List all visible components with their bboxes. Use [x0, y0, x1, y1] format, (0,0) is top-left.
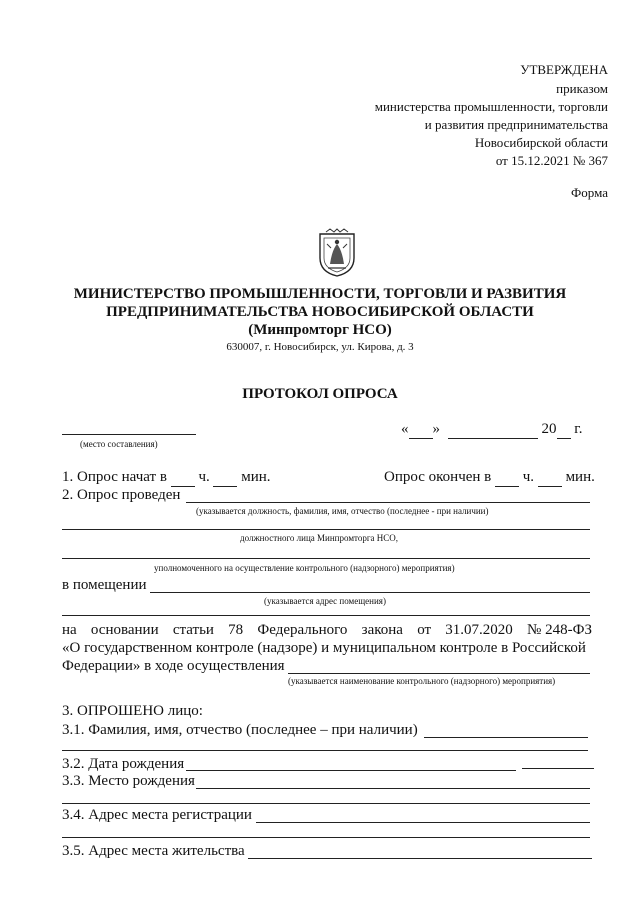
org-name-line-1: МИНИСТЕРСТВО ПРОМЫШЛЕННОСТИ, ТОРГОВЛИ И РАЗВИТИЯ: [73, 286, 567, 302]
year-blank[interactable]: [557, 421, 571, 439]
premises-label: в помещении: [62, 577, 147, 593]
conducted-line-3[interactable]: [62, 558, 590, 559]
person-heading: 3. ОПРОШЕНО лицо:: [62, 703, 203, 719]
basis-word: Федерального: [257, 622, 348, 638]
survey-end: [384, 469, 595, 487]
conducted-caption-1: (указывается должность, фамилия, имя, отчество (последнее - при наличии): [196, 506, 489, 516]
start-hour-unit: ч.: [198, 469, 210, 485]
birth-place-line-2[interactable]: [62, 803, 590, 804]
end-minute-unit: мин.: [565, 469, 595, 485]
live-address-label: 3.5. Адрес места жительства: [62, 843, 245, 859]
live-address-line[interactable]: [248, 858, 592, 859]
month-blank[interactable]: [448, 421, 538, 439]
org-short-name: (Минпромторг НСО): [248, 322, 392, 338]
reg-address-line[interactable]: [256, 822, 590, 823]
end-hour-blank[interactable]: [495, 469, 519, 487]
start-minute-blank[interactable]: [213, 469, 237, 487]
fio-line-1[interactable]: [424, 737, 588, 738]
conducted-caption-2: должностного лица Минпромторга НСО,: [240, 533, 399, 543]
event-name-line[interactable]: [288, 673, 590, 674]
conducted-caption-3: уполномоченного на осуществление контрольного (надзорного) мероприятия): [154, 563, 455, 573]
birth-place-line[interactable]: [196, 788, 590, 789]
basis-word: от: [417, 622, 432, 638]
org-name-line-2: ПРЕДПРИНИМАТЕЛЬСТВА НОВОСИБИРСКОЙ ОБЛАСТИ: [106, 304, 534, 320]
conducted-line-2[interactable]: [62, 529, 590, 530]
premises-line[interactable]: [150, 592, 590, 593]
year-suffix: г.: [574, 421, 583, 437]
birth-date-label: 3.2. Дата рождения: [62, 756, 185, 772]
premises-line-2[interactable]: [62, 615, 590, 616]
birth-date-line-2[interactable]: [522, 768, 594, 769]
date-field: [401, 421, 582, 439]
reg-address-label: 3.4. Адрес места регистрации: [62, 807, 252, 823]
document-title: ПРОТОКОЛ ОПРОСА: [242, 386, 398, 402]
end-hour-unit: ч.: [522, 469, 535, 485]
date-open-quote: «: [401, 421, 409, 437]
approval-line-6: от 15.12.2021 № 367: [495, 153, 608, 168]
approval-line-5: Новосибирской области: [474, 135, 608, 150]
end-minute-blank[interactable]: [538, 469, 562, 487]
survey-start: [62, 469, 271, 487]
premises-caption: (указывается адрес помещения): [264, 596, 386, 606]
start-minute-unit: мин.: [241, 469, 271, 485]
event-name-caption: (указывается наименование контрольного (надзорного) мероприятия): [288, 676, 556, 686]
basis-word: основании: [90, 622, 159, 638]
approval-line-3: министерства промышленности, торговли: [374, 99, 608, 114]
fio-line-2[interactable]: [62, 750, 588, 751]
basis-word: № 248-ФЗ: [527, 622, 592, 638]
day-blank[interactable]: [409, 421, 433, 439]
place-caption: (место составления): [80, 439, 158, 449]
basis-word: закона: [361, 622, 403, 638]
form-label: Форма: [571, 185, 608, 200]
basis-word: 31.07.2020: [445, 622, 513, 638]
basis-word: статьи: [172, 622, 214, 638]
basis-word: на: [62, 622, 77, 638]
conducted-line-1[interactable]: [186, 502, 590, 503]
conducted-label: 2. Опрос проведен: [62, 487, 181, 503]
approval-line-2: приказом: [556, 81, 608, 96]
start-hour-blank[interactable]: [171, 469, 195, 487]
year-prefix: 20: [541, 421, 557, 437]
reg-address-line-2[interactable]: [62, 837, 590, 838]
basis-line-1: [62, 622, 592, 639]
approval-line-4: и развития предпринимательства: [424, 117, 608, 132]
basis-line-2: «О государственном контроле (надзоре) и муниципальном контроле в Российской: [62, 640, 586, 656]
birth-date-line[interactable]: [186, 770, 516, 771]
coat-of-arms-emblem: [316, 228, 358, 278]
fio-label: 3.1. Фамилия, имя, отчество (последнее – при наличии): [62, 722, 418, 738]
basis-word: 78: [228, 622, 244, 638]
birth-place-label: 3.3. Место рождения: [62, 773, 195, 789]
org-address: 630007, г. Новосибирск, ул. Кирова, д. 3: [226, 341, 414, 353]
survey-end-label: Опрос окончен в: [384, 469, 492, 485]
survey-start-label: 1. Опрос начат в: [62, 469, 167, 485]
approval-line-1: УТВЕРЖДЕНА: [520, 62, 608, 77]
date-close-quote: »: [432, 421, 440, 437]
place-line[interactable]: [62, 434, 196, 435]
basis-line-3: Федерации» в ходе осуществления: [62, 658, 285, 674]
